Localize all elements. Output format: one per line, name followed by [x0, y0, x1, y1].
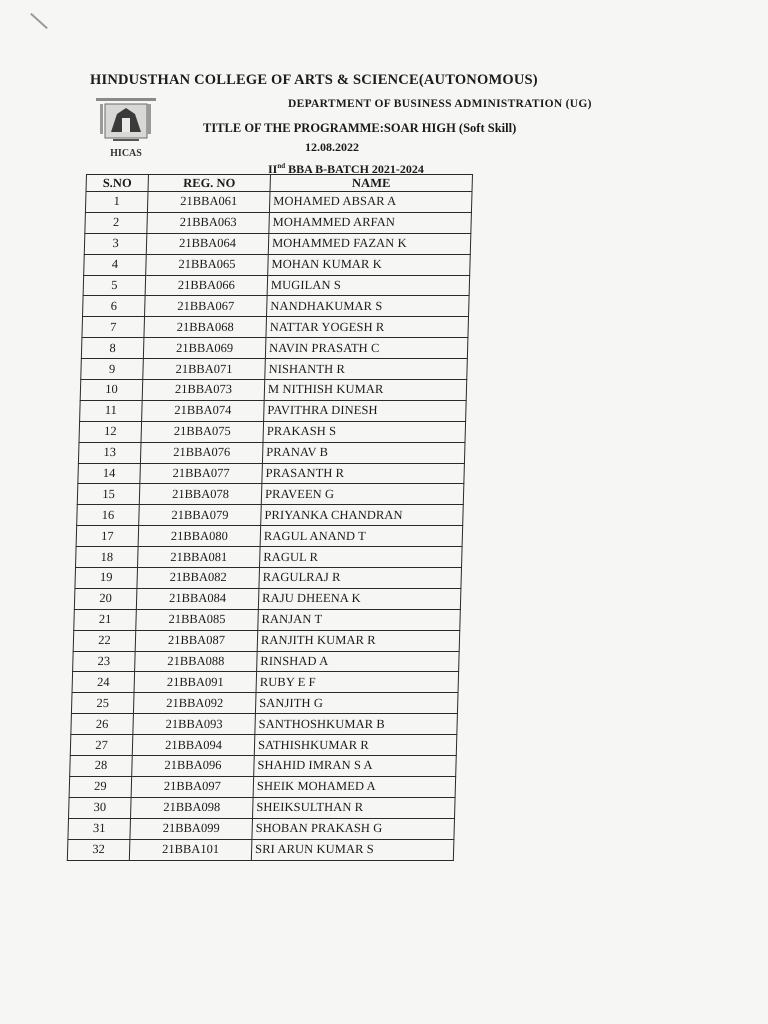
row-name: RAGULRAJ R: [259, 568, 462, 589]
row-name: MUGILAN S: [267, 275, 470, 296]
row-sno: 9: [81, 359, 144, 380]
row-reg-no: 21BBA065: [146, 254, 269, 275]
row-reg-no: 21BBA094: [132, 735, 255, 756]
student-table: [67, 174, 473, 861]
row-sno: 7: [82, 317, 145, 338]
row-sno: 1: [85, 192, 148, 213]
row-reg-no: 21BBA078: [139, 484, 262, 505]
table-row: [69, 797, 456, 818]
row-name: PRAVEEN G: [261, 484, 464, 505]
row-name: PRIYANKA CHANDRAN: [261, 505, 464, 526]
row-reg-no: 21BBA081: [138, 547, 261, 568]
row-reg-no: 21BBA064: [146, 233, 269, 254]
table-row: [83, 275, 470, 296]
row-name: SHOBAN PRAKASH G: [252, 818, 455, 839]
row-sno: 28: [70, 756, 133, 777]
row-name: RAGUL R: [260, 547, 463, 568]
row-reg-no: 21BBA071: [143, 359, 266, 380]
row-name: SRI ARUN KUMAR S: [251, 839, 454, 860]
row-sno: 32: [67, 839, 130, 860]
row-name: NISHANTH R: [265, 359, 468, 380]
row-reg-no: 21BBA063: [147, 212, 270, 233]
row-sno: 26: [71, 714, 134, 735]
row-sno: 30: [69, 797, 132, 818]
row-reg-no: 21BBA097: [131, 776, 254, 797]
row-reg-no: 21BBA093: [133, 714, 256, 735]
row-reg-no: 21BBA066: [145, 275, 268, 296]
row-reg-no: 21BBA077: [140, 463, 263, 484]
row-name: MOHAN KUMAR K: [268, 254, 471, 275]
row-name: RINSHAD A: [257, 651, 460, 672]
table-row: [72, 672, 459, 693]
row-sno: 13: [78, 442, 141, 463]
logo-caption: HICAS: [110, 148, 142, 159]
table-row: [78, 463, 465, 484]
row-sno: 20: [74, 588, 137, 609]
row-reg-no: 21BBA087: [135, 630, 258, 651]
table-header-row: [86, 175, 472, 192]
row-sno: 5: [83, 275, 146, 296]
row-name: PRASANTH R: [262, 463, 465, 484]
row-name: RANJITH KUMAR R: [257, 630, 460, 651]
table-row: [71, 714, 458, 735]
table-row: [82, 317, 469, 338]
table-row: [73, 651, 460, 672]
row-sno: 2: [85, 212, 148, 233]
row-sno: 3: [84, 233, 147, 254]
row-reg-no: 21BBA061: [147, 192, 270, 213]
table-row: [80, 400, 467, 421]
row-sno: 22: [73, 630, 136, 651]
table-row: [70, 735, 457, 756]
header-reg-no: REG. NO: [148, 175, 270, 192]
row-sno: 6: [83, 296, 146, 317]
row-reg-no: 21BBA069: [143, 338, 266, 359]
table-row: [74, 609, 461, 630]
table-row: [84, 233, 471, 254]
row-name: SHEIKSULTHAN R: [253, 797, 456, 818]
college-logo-icon: [93, 92, 159, 160]
row-name: RUBY E F: [256, 672, 459, 693]
row-sno: 12: [79, 421, 142, 442]
row-reg-no: 21BBA082: [137, 568, 260, 589]
table-row: [73, 630, 460, 651]
table-row: [67, 839, 454, 860]
row-sno: 29: [69, 776, 132, 797]
row-reg-no: 21BBA075: [141, 421, 264, 442]
row-reg-no: 21BBA085: [136, 609, 259, 630]
row-sno: 31: [68, 818, 131, 839]
row-sno: 25: [71, 693, 134, 714]
row-sno: 11: [80, 400, 143, 421]
table-row: [81, 338, 468, 359]
row-name: SHEIK MOHAMED A: [253, 776, 456, 797]
row-name: SHAHID IMRAN S A: [254, 756, 457, 777]
row-reg-no: 21BBA099: [130, 818, 253, 839]
row-sno: 10: [80, 380, 143, 401]
table-row: [68, 818, 455, 839]
table-row: [75, 568, 462, 589]
table-row: [79, 421, 466, 442]
row-sno: 27: [70, 735, 133, 756]
row-reg-no: 21BBA096: [132, 756, 255, 777]
row-sno: 17: [76, 526, 139, 547]
row-reg-no: 21BBA079: [139, 505, 262, 526]
row-reg-no: 21BBA084: [136, 588, 259, 609]
row-sno: 15: [77, 484, 140, 505]
row-reg-no: 21BBA073: [142, 380, 265, 401]
row-sno: 18: [76, 547, 139, 568]
header-sno: S.NO: [86, 175, 148, 192]
row-sno: 4: [84, 254, 147, 275]
row-sno: 14: [78, 463, 141, 484]
college-name: HINDUSTHAN COLLEGE OF ARTS & SCIENCE(AUTONOMOUS): [90, 72, 538, 88]
table-row: [80, 380, 467, 401]
table-row: [85, 212, 472, 233]
batch-ordinal: nd: [277, 162, 286, 170]
programme-date: 12.08.2022: [305, 140, 359, 154]
row-sno: 23: [73, 651, 136, 672]
row-name: MOHAMED ABSAR A: [269, 192, 472, 213]
batch-year: II: [268, 162, 278, 176]
table-row: [81, 359, 468, 380]
row-name: RANJAN T: [258, 609, 461, 630]
row-sno: 21: [74, 609, 137, 630]
row-sno: 16: [77, 505, 140, 526]
table-row: [69, 776, 456, 797]
row-reg-no: 21BBA092: [133, 693, 256, 714]
table-row: [74, 588, 461, 609]
table-row: [76, 547, 463, 568]
row-reg-no: 21BBA091: [134, 672, 257, 693]
programme-title: TITLE OF THE PROGRAMME:SOAR HIGH (Soft Skill): [203, 121, 517, 135]
row-name: RAGUL ANAND T: [260, 526, 463, 547]
row-sno: 24: [72, 672, 135, 693]
row-sno: 8: [81, 338, 144, 359]
row-name: SANJITH G: [255, 693, 458, 714]
row-name: SATHISHKUMAR R: [254, 735, 457, 756]
row-name: RAJU DHEENA K: [258, 588, 461, 609]
row-name: SANTHOSHKUMAR B: [255, 714, 458, 735]
row-name: MOHAMMED ARFAN: [269, 212, 472, 233]
table-row: [85, 192, 472, 213]
row-name: MOHAMMED FAZAN K: [268, 233, 471, 254]
table-row: [83, 296, 470, 317]
department-name: DEPARTMENT OF BUSINESS ADMINISTRATION (UG): [288, 98, 592, 110]
row-reg-no: 21BBA098: [131, 797, 254, 818]
row-name: NANDHAKUMAR S: [267, 296, 470, 317]
row-reg-no: 21BBA080: [138, 526, 261, 547]
table-row: [78, 442, 465, 463]
table-row: [71, 693, 458, 714]
table-row: [77, 484, 464, 505]
row-name: NATTAR YOGESH R: [266, 317, 469, 338]
table-row: [84, 254, 471, 275]
table-row: [76, 526, 463, 547]
header-name: NAME: [270, 175, 472, 192]
row-reg-no: 21BBA074: [142, 400, 265, 421]
table-row: [70, 756, 457, 777]
row-name: M NITHISH KUMAR: [264, 380, 467, 401]
row-name: NAVIN PRASATH C: [265, 338, 468, 359]
table-row: [77, 505, 464, 526]
table-body: [67, 192, 472, 861]
batch-label: BBA B-BATCH 2021-2024: [285, 162, 424, 176]
stray-mark: [30, 13, 48, 29]
row-name: PRAKASH S: [263, 421, 466, 442]
row-reg-no: 21BBA101: [129, 839, 252, 860]
row-name: PRANAV B: [262, 442, 465, 463]
row-sno: 19: [75, 568, 138, 589]
row-reg-no: 21BBA068: [144, 317, 267, 338]
row-name: PAVITHRA DINESH: [264, 400, 467, 421]
row-reg-no: 21BBA088: [135, 651, 258, 672]
row-reg-no: 21BBA067: [145, 296, 268, 317]
row-reg-no: 21BBA076: [140, 442, 263, 463]
